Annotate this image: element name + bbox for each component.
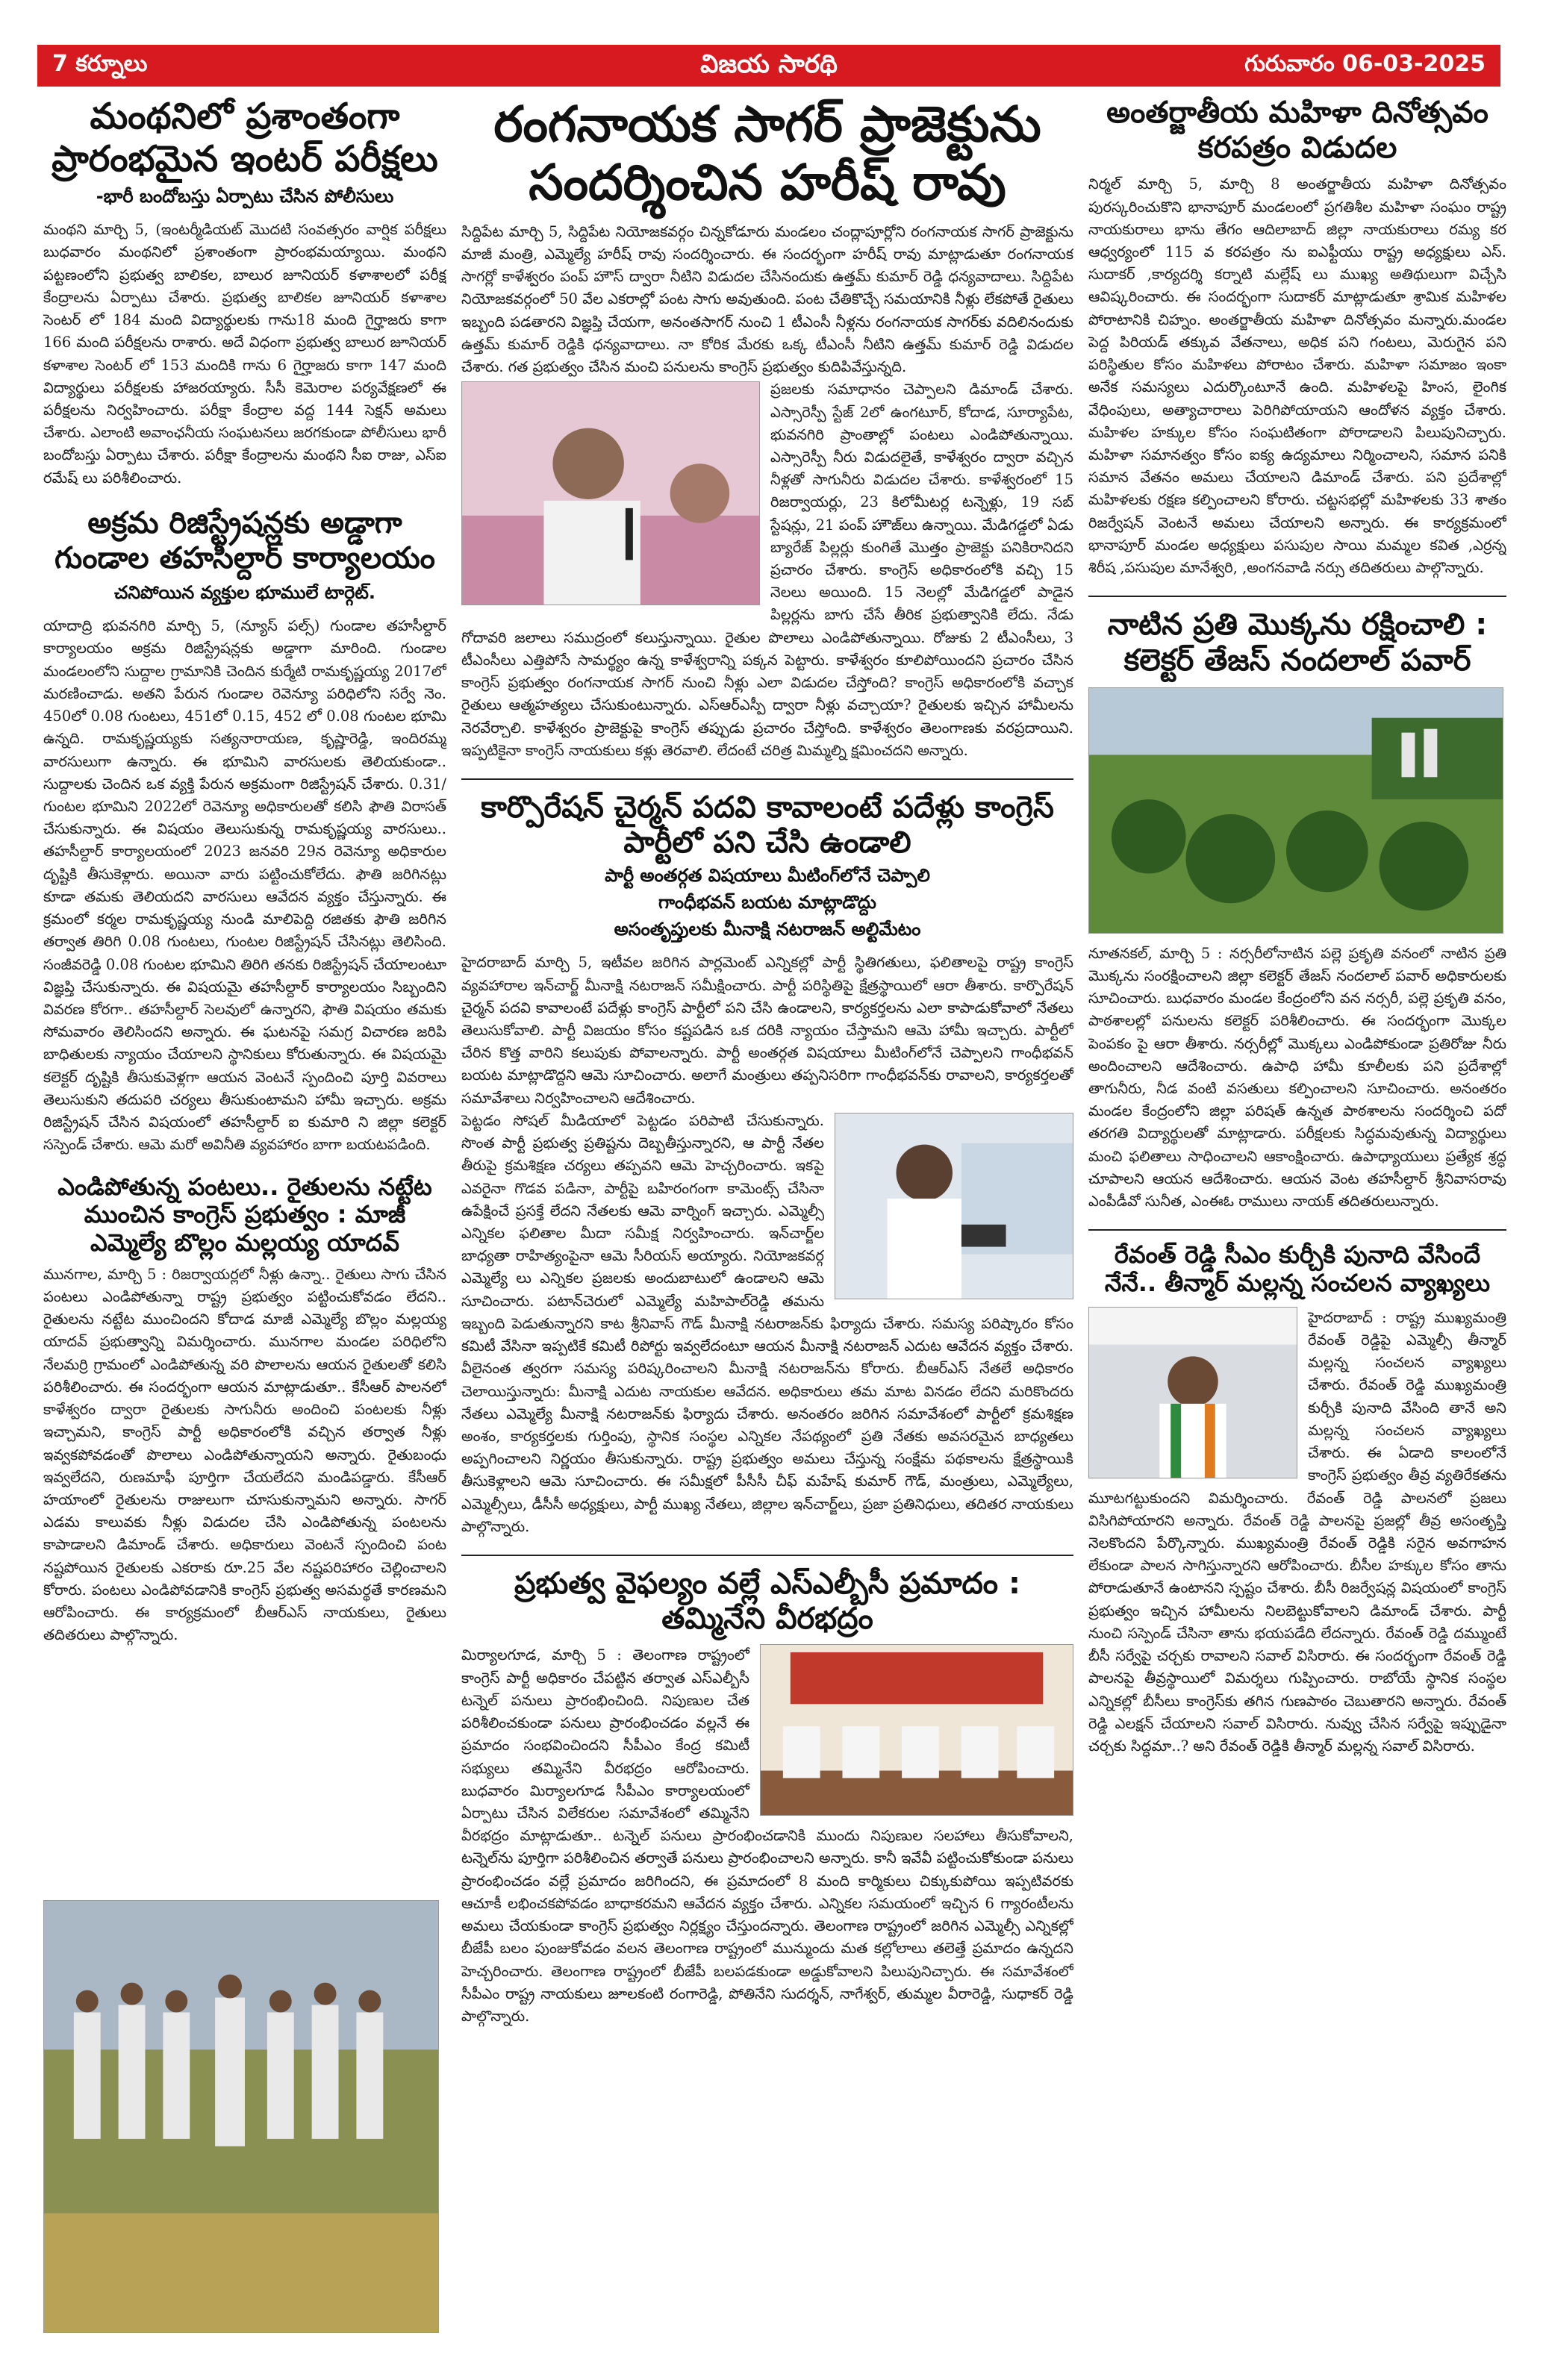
article-body: హైదరాబాద్ మార్చి 5, ఇటీవల జరిగిన పార్లమెంట్ ఎన్నికల్లో పార్టీ స్థితిగతులు, ఫలితాలపై రాష్ట్ర కాంగ్రెస్ వ్యవహారాల ఇన్‌చార్జ్ మీనాక్షి నటరాజన్ సమీక్షించారు. పార్టీ పరిస్థితిపై క్షేత్రస్థాయిలో ఆరా తీశారు. కార్పొరేషన్ చైర్మన్ పదవి కావాలంటే పదేళ్లు కాంగ్రెస్ పార్టీలో పని చేసి ఉండాలని, కార్యకర్తలను ఎలా కాపాడుకోవాలో నేతలు తెలుసుకోవాలి. పార్టీ విజయం కోసం కష్టపడిన ఒక దరికి న్యాయం చేస్తామని ఆమె హామీ ఇచ్చారు. పార్టీలో చేరిన కొత్త వారిని కలుపుకు పోవాలన్నారు. పార్టీ అంతర్గత విషయాలు మీటింగ్‌లోనే చెప్పాలని గాంధీభవన్ బయట మాట్లాడొద్దని ఆమె సూచించారు. అలాగే మంత్రులు తప్పనిసరిగా గాంధీభవన్‌కు రావాలని, కార్యకర్తలతో సమావేశాలు నిర్వహించాలని ఆదేశించారు. [461, 954, 1073, 1107]
middle-column [461, 96, 1073, 2334]
headline: ఎండిపోతున్న పంటలు.. రైతులను నట్టేట ముంచిన కాంగ్రెస్ ప్రభుత్వం : మాజీ ఎమ్మెల్యే బొల్లం మల్లయ్య యాదవ్ [57, 1172, 432, 1257]
nursery-photo [1088, 687, 1503, 934]
crop-field-photo [43, 1900, 439, 2333]
meenakshi-natarajan-photo [835, 1113, 1073, 1299]
article-body: నూతనకల్, మార్చి 5 : నర్సరీలోనాటిన పల్లె ప్రకృతి వనంలో నాటిన ప్రతి మొక్కను సంరక్షించాలని జిల్లా కలెక్టర్ తేజస్ నందలాల్ పవార్ అధికారులకు సూచించారు. బుధవారం మండల కేంద్రంలోని వన నర్సరీ, పల్లె ప్రకృతి వనం, పాఠశాలల్లో పనులను కలెక్టర్ పరిశీలించారు. ఈ సందర్భంగా మొక్కల పెంపకం పై ఆరా తీశారు. నర్సరీల్లో మొక్కలు ఎండిపోకుండా ప్రతిరోజు నీరు అందించాలని ఆదేశించారు. ఉపాధి హామీ కూలీలకు పని ప్రదేశాల్లో తాగునీరు, నీడ వంటి వసతులు కల్పించాలని సూచించారు. అనంతరం మండల కేంద్రంలోని జిల్లా పరిషత్ ఉన్నత పాఠశాలను సందర్శించి పదో తరగతి విద్యార్థులతో మాట్లాడారు. పరీక్షలకు సిద్ధమవుతున్న విద్యార్థులు మంచి ఫలితాలు సాధించాలని ఆకాంక్షించారు. ఉపాధ్యాయులు ప్రత్యేక శ్రద్ధ చూపాలని ఆయన ఆదేశించారు. ఆయన వెంట తహసీల్దార్ శ్రీనివాసరావు ఎంపీడీవో సునీత, ఎంఈఓ రాములు నాయక్ తదితరులున్నారు. [1088, 944, 1506, 1211]
headline: అక్రమ రిజిస్ట్రేషన్లకు అడ్డాగా గుండాల తహసీల్దార్ కార్యాలయం [54, 505, 435, 576]
issue-date: గురువారం 06-03-2025 [1244, 51, 1486, 77]
right-column [1088, 96, 1506, 2334]
subheadline-3: అసంతృప్తులకు మీనాక్షి నటరాజన్ అల్టిమేటం [614, 919, 921, 940]
headline: ప్రభుత్వ వైఫల్యం వల్లే ఎస్ఎల్బీసీ ప్రమాదం : తమ్మినేని వీరభద్రం [514, 1567, 1020, 1637]
subheadline-1: పార్టీ అంతర్గత విషయాలు మీటింగ్‌లోనే చెప్పాలి [605, 865, 930, 887]
divider [1088, 1229, 1506, 1231]
article-collector-saplings [1088, 608, 1506, 1213]
divider [461, 778, 1073, 780]
article-body: మంథని మార్చి 5, (ఇంటర్మీడియట్ మొదటి సంవత్సరం వార్షిక పరీక్షలు బుధవారం మంథనిలో ప్రశాంతంగా ప్రారంభమయ్యాయి. మంథని పట్టణంలోని ప్రభుత్వ బాలికల, బాలుర జూనియర్ కళాశాలలో పరీక్ష కేంద్రాలను ఏర్పాటు చేశారు. ప్రభుత్వ బాలికల జూనియర్ కళాశాల సెంటర్ లో 184 మంది విద్యార్థులకు గాను18 మంది గైర్హాజరు కాగా 166 మంది పరీక్షలను రాశారు. అదే విధంగా ప్రభుత్వ బాలుర జూనియర్ కళాశాల సెంటర్ లో 153 మందికి గాను 6 గైర్హాజరు కాగా 147 మంది విద్యార్థులు పరీక్షలకు హాజరయ్యారు. సీసీ కెమెరాల పర్యవేక్షణలో ఈ పరీక్షలను నిర్వహించారు. పరీక్షా కేంద్రాల వద్ద 144 సెక్షన్ అమలు చేశారు. ఎలాంటి అవాంఛనీయ సంఘటనలు జరగకుండా పోలీసులు భారీ బందోబస్తు ఏర్పాటు చేశారు. పరీక్షా కేంద్రాలను మంథని సీఐ రాజు, ఎస్ఐ రమేష్ లు పరిశీలించారు. [43, 221, 446, 487]
headline: నాటిన ప్రతి మొక్కను రక్షించాలి : కలెక్టర్ తేజస్ నందలాల్ పవార్ [1107, 608, 1488, 678]
article-inter-exams [43, 96, 446, 490]
article-corporation-chairman [461, 790, 1073, 1538]
article-body-continued: పెట్టడం సోషల్ మీడియాలో పెట్టడం పరిపాటి చేసుకున్నారు. సొంత పార్టీ ప్రభుత్వ ప్రతిష్టను దెబ్బతీస్తున్నారని, ఆ పార్టీ నేతల తీరుపై క్రమశిక్షణ చర్యలు తప్పవని ఆమె హెచ్చరించారు. ఇకపై ఎవరైనా గొడవ పడినా, పార్టీపై బహిరంగంగా కామెంట్స్ చేసినా ఉపేక్షించే ప్రసక్తే లేదని నేతలకు ఆమె వార్నింగ్ ఇచ్చారు. ఎమ్మెల్సీ ఎన్నికల ఫలితాల మీదా సమీక్ష నిర్వహించారు. ఇన్‌చార్జ్‌ల బాధ్యతా రాహిత్యంపైనా ఆమె సీరియస్ అయ్యారు. నియోజకవర్గ ఎమ్మెల్యే లు ఎన్నికల ప్రజలకు అందుబాటులో ఉండాలని ఆమె సూచించారు. పటాన్‌చెరులో ఎమ్మెల్యే మహిపాల్‌రెడ్డి తమను ఇబ్బంది పెడుతున్నారని కాట శ్రీనివాస్ గౌడ్ మీనాక్షి నటరాజన్‌కు ఫిర్యాదు చేశారు. సమస్య పరిష్కారం కోసం కమిటీ వేసినా ఇప్పటికే కమిటీ రిపోర్టు ఇవ్వలేదంటూ ఆయన మీనాక్షి నటరాజన్ ఎదుట ఆవేదన వ్యక్తం చేశారు. వీలైనంత త్వరగా సమస్య పరిష్కరించాలని మీనాక్షి నటరాజన్‌ను కోరారు. బీఆర్ఎస్ నేతలే అధికారం చెలాయిస్తున్నారు: మీనాక్షి ఎదుట నాయకుల ఆవేదన. అధికారులు తమ మాట వినడం లేదని మరికొందరు నేతలు ఎమ్మెల్యే మీనాక్షి నటరాజన్‌కు ఫిర్యాదు చేశారు. అనంతరం జరిగిన సమావేశంలో పార్టీలో క్రమశిక్షణ అంశం, కార్యకర్తలకు గుర్తింపు, స్థానిక సంస్థల ఎన్నికల నేపథ్యంలో ప్రతి నేతకు అవసరమైన బాధ్యతలు అప్పగించాలని నిర్ణయం తీసుకున్నారు. రాష్ట్ర ప్రభుత్వం అమలు చేస్తున్న సంక్షేమ పథకాలను క్షేత్రస్థాయికి తీసుకెళ్లాలని ఆమె సూచించారు. ఈ సమీక్షలో పీసీసీ చీఫ్ మహేష్ కుమార్ గౌడ్, మంత్రులు, ఎమ్మెల్యేలు, ఎమ్మెల్సీలు, డీసీసీ అధ్యక్షులు, పార్టీ ముఖ్య నేతలు, జిల్లాల ఇన్‌చార్జ్‌లు, ప్రజా ప్రతినిధులు, తదితర నాయకులు పాల్గొన్నారు. [461, 1111, 1073, 1535]
article-slbc-accident [461, 1567, 1073, 2028]
subheadline: -భారీ బందోబస్తు ఏర్పాటు చేసిన పోలీసులు [96, 186, 394, 207]
lead-headline: రంగనాయక సాగర్ ప్రాజెక్టును సందర్శించిన హరీష్ రావు [493, 96, 1041, 211]
headline: కార్పొరేషన్ చైర్మన్ పదవి కావాలంటే పదేళ్లు కాంగ్రెస్ పార్టీలో పని చేసి ఉండాలి [481, 790, 1054, 861]
article-body: సిద్దిపేట మార్చి 5, సిద్దిపేట నియోజకవర్గం చిన్నకోడూరు మండలం చంద్లాపూర్లోని రంగనాయక సాగర్ ప్రాజెక్టును మాజీ మంత్రి, ఎమ్మెల్యే హరీష్ రావు సందర్శించారు. ఈ సందర్భంగా హరీష్ రావు మాట్లాడుతూ రంగనాయక సాగర్లో కాళేశ్వరం పంప్ హౌస్ ద్వారా నీటిని విడుదల చేసినందుకు ఉత్తమ్ కుమార్ రెడ్డి ధన్యవాదాలు. సిద్దిపేట నియోజకవర్గంలో 50 వేల ఎకరాల్లో పంట సాగు అవుతుంది. పంట చేతికొచ్చే సమయానికి నీళ్లు లేకపోతే రైతులు ఇబ్బంది పడతారని విజ్ఞప్తి చేయగా, అనంతసాగర్ నుంచి 1 టీఎంసీ నీళ్లను రంగనాయక సాగర్‌కు వదిలినందుకు ఉత్తమ్ కుమార్ రెడ్డికి ధన్యవాదాలు. నా కోరిక మేరకు ఒక్క టీఎంసీ నీటిని ఉత్తమ్ కుమార్ రెడ్డి విడుదల చేశారు. గత ప్రభుత్వం చేసిన మంచి పనులను కాంగ్రెస్ ప్రభుత్వం కుదిపివేస్తున్నది. [461, 222, 1073, 376]
article-body: మిర్యాలగూడ, మార్చి 5 : తెలంగాణ రాష్ట్రంలో కాంగ్రెస్ పార్టీ అధికారం చేపట్టిన తర్వాత ఎస్ఎల్బీసీ టన్నెల్ పనులు ప్రారంభించింది. నిపుణుల చేత పరిశీలించకుండా పనులు ప్రారంభించడం వల్లనే ఈ ప్రమాదం సంభవించిందని సీపీఎం కేంద్ర కమిటీ సభ్యులు తమ్మినేని వీరభద్రం ఆరోపించారు. బుధవారం మిర్యాలగూడ సీపీఎం కార్యాలయంలో ఏర్పాటు చేసిన విలేకరుల సమావేశంలో తమ్మినేని వీరభద్రం మాట్లాడుతూ.. టన్నెల్ పనులు ప్రారంభించడానికి ముందు నిపుణుల సలహాలు తీసుకోవాలని, టన్నెల్‌ను పూర్తిగా పరిశీలించిన తర్వాతే పనులు ప్రారంభించాలని అన్నారు. కానీ ఇవేవీ పట్టించుకోకుండా పనులు ప్రారంభించడం వల్లే ప్రమాదం జరిగిందని, ఈ ప్రమాదంలో 8 మంది కార్మికులు చిక్కుకుపోయి ఇప్పటివరకు ఆచూకీ లభించకపోవడం బాధాకరమని ఆవేదన వ్యక్తం చేశారు. ఎన్నికల సమయంలో ఇచ్చిన 6 గ్యారంటీలను అమలు చేయకుండా కాంగ్రెస్ ప్రభుత్వం నిర్లక్ష్యం చేస్తుందన్నారు. తెలంగాణ రాష్ట్రంలో జరిగిన ఎమ్మెల్సీ ఎన్నికల్లో బీజేపీ బలం పుంజుకోవడం వలన తెలంగాణ రాష్ట్రంలో మున్ముందు మత కల్లోలాలు తలెత్తే ప్రమాదం ఉన్నదని హెచ్చరించారు. తెలంగాణ రాష్ట్రంలో బీజేపీ బలపడకుండా అడ్డుకోవాలని పిలుపునిచ్చారు. ఈ సమావేశంలో సీపీఎం రాష్ట్ర నాయకులు జూలకంటి రంగారెడ్డి, పోతినేని సుదర్శన్, నాగేశ్వర్, తుమ్మల వీరారెడ్డి, సుధాకర్ రెడ్డి పాల్గొన్నారు. [461, 1646, 1073, 2025]
mallanna-photo [1088, 1307, 1297, 1478]
article-ranganayaka-sagar [461, 96, 1073, 762]
article-body: నిర్మల్ మార్చి 5, మార్చి 8 అంతర్జాతీయ మహిళా దినోత్సవం పురస్కరించుకొని భానాపూర్ మండలంలో ప్రగతిశీల మహిళా సంఘం రాష్ట్ర నాయకురాలు భాను తేగం ఆదిలాబాద్ జిల్లా నాయకురాలు రమ్య కర ఆధ్వర్యంలో 115 వ కరపత్రం ను ఐఎఫ్టీయు రాష్ట్ర అధ్యక్షులు ఎస్. సుదాకర్ ,కార్యదర్శి కర్నాటి మల్లేష్ లు ముఖ్య అతిథులుగా విచ్చేసి ఆవిష్కరించారు. ఈ సందర్భంగా సుదాకర్ మాట్లాడుతూ శ్రామిక మహిళల పోరాటానికి చిహ్నం. అంతర్జాతీయ మహిళా దినోత్సవం మన్నారు.మండల పెద్ద పిరియడ్ తక్కువ వేతనాలు, అధిక పని గంటలు, మెరుగైన పని పరిస్థితుల కోసం మహిళలు పోరాటం చేశారు. మహిళా సమాజం ఇంకా అనేక సమస్యలు ఎదుర్కొంటూనే ఉంది. మహిళలపై హింస, లైంగిక వేధింపులు, అత్యాచారాలు పెరిగిపోయాయని ఆందోళన వ్యక్తం చేశారు. మహిళల హక్కుల కోసం సంఘటితంగా పోరాడాలని పిలుపునిచ్చారు. మహిళా సమానత్వం కోసం ఐక్య ఉద్యమాలు నిర్మించాలని, సమాన పనికి సమాన వేతనం అమలు చేయాలని డిమాండ్ చేశారు. పని ప్రదేశాల్లో మహిళలకు రక్షణ కల్పించాలని కోరారు. చట్టసభల్లో మహిళలకు 33 శాతం రిజర్వేషన్ వెంటనే అమలు చేయాలని అన్నారు. ఈ కార్యక్రమంలో భానాపూర్ మండల అధ్యక్షులు పసుపుల సాయి మమ్మల కవిత ,ఎర్రన్న శిరీష ,పసుపుల మానేశ్వరి, ,అంగనవాడి నర్సు తదితరులు పాల్గొన్నారు. [1088, 175, 1506, 577]
article-body: మునగాల, మార్చి 5 : రిజర్వాయర్లలో నీళ్లు ఉన్నా.. రైతులు సాగు చేసిన పంటలు ఎండిపోతున్నా రాష్ట్ర ప్రభుత్వం పట్టించుకోవడం లేదని.. రైతులను నట్టేట ముంచిందని కోదాడ మాజీ ఎమ్మెల్యే బొల్లం మల్లయ్య యాదవ్ ప్రభుత్వాన్ని విమర్శించారు. మునగాల మండల పరిధిలోని నేలమర్రి గ్రామంలో ఎండిపోతున్న వరి పొలాలను ఆయన రైతులతో కలిసి పరిశీలించారు. ఈ సందర్భంగా ఆయన మాట్లాడుతూ.. కేసీఆర్ పాలనలో కాళేశ్వరం ద్వారా రైతులకు సాగునీరు అందించి పంటలకు నీళ్లు ఇచ్చామని, కాంగ్రెస్ పార్టీ అధికారంలోకి వచ్చిన తర్వాత నీళ్లు ఇవ్వకపోవడంతో పొలాలు ఎండిపోతున్నాయని అన్నారు. రైతుబంధు ఇవ్వలేదని, రుణమాఫీ పూర్తిగా చేయలేదని మండిపడ్డారు. కేసీఆర్ హయాంలో రైతులను రాజులుగా చూసుకున్నామని అన్నారు. సాగర్ ఎడమ కాలువకు నీళ్లు విడుదల చేసి ఎండిపోతున్న పంటలను కాపాడాలని డిమాండ్ చేశారు. అధికారులు వెంటనే స్పందించి పంట నష్టపోయిన రైతులకు ఎకరాకు రూ.25 వేల నష్టపరిహారం చెల్లించాలని కోరారు. పంటలు ఎండిపోవడానికి కాంగ్రెస్ ప్రభుత్వ అసమర్థతే కారణమని ఆరోపించారు. ఈ కార్యక్రమంలో బీఆర్ఎస్ నాయకులు, రైతులు తదితరులు పాల్గొన్నారు. [43, 1265, 446, 1644]
divider [1088, 596, 1506, 597]
article-body: హైదరాబాద్ : రాష్ట్ర ముఖ్యమంత్రి రేవంత్ రెడ్డిపై ఎమ్మెల్సీ తీన్మార్ మల్లన్న సంచలన వ్యాఖ్యలు చేశారు. రేవంత్ రెడ్డి ముఖ్యమంత్రి కుర్చీకి పునాది వేసింది తానే అని మల్లన్న సంచలన వ్యాఖ్యలు చేశారు. ఈ ఏడాది కాలంలోనే కాంగ్రెస్ ప్రభుత్వం తీవ్ర వ్యతిరేకతను మూటగట్టుకుందని విమర్శించారు. రేవంత్ రెడ్డి పాలనలో ప్రజలు విసిగిపోయారని అన్నారు. రేవంత్ రెడ్డి పాలనపై ప్రజల్లో తీవ్ర అసంతృప్తి నెలకొందని పేర్కొన్నారు. ముఖ్యమంత్రి రేవంత్ రెడ్డికి సరైన అవగాహన లేకుండా పాలన సాగిస్తున్నారని ఆరోపించారు. బీసీల హక్కుల కోసం తాను పోరాడుతూనే ఉంటానని స్పష్టం చేశారు. బీసీ రిజర్వేషన్ల విషయంలో కాంగ్రెస్ ప్రభుత్వం ఇచ్చిన హామీలను నిలబెట్టుకోవాలని డిమాండ్ చేశారు. పార్టీ నుంచి సస్పెండ్ చేసినా తాను భయపడేది లేదన్నారు. రేవంత్ రెడ్డి దమ్ముంటే బీసీ సర్వేపై చర్చకు రావాలని సవాల్ విసిరారు. ఈ సందర్భంగా రేవంత్ రెడ్డి పాలనపై తీవ్రస్థాయిలో విమర్శలు గుప్పించారు. రాబోయే స్థానిక సంస్థల ఎన్నికల్లో బీసీలు కాంగ్రెస్‌కు తగిన గుణపాఠం చెబుతారని అన్నారు. రేవంత్ రెడ్డి ఎలక్షన్ చేయాలని సవాల్ విసిరారు. నువ్వు చేసిన సర్వేపై ఇప్పుడైనా చర్చకు సిద్ధమా..? అని రేవంత్ రెడ్డికి తీన్మార్ మల్లన్న సవాల్ విసిరారు. [1088, 1308, 1506, 1755]
headline: మంథనిలో ప్రశాంతంగా ప్రారంభమైన ఇంటర్ పరీక్షలు [52, 96, 438, 180]
newspaper-name: విజయ సారథి [700, 49, 838, 79]
press-meet-photo [760, 1644, 1073, 1816]
harish-rao-photo [461, 381, 760, 605]
masthead-bar [37, 45, 1500, 87]
article-body-continued: ప్రజలకు సమాధానం చెప్పాలని డిమాండ్ చేశారు. ఎస్సారెస్పీ స్టేజ్ 2లో ఉంగటూర్, కోదాడ, సూర్యాపేట, భువనగిరి ప్రాంతాల్లో పంటలు ఎండిపోతున్నాయి. ఎస్సారెస్పీ నీరు విడుదలైతే, కాళేశ్వరం ద్వారా వచ్చిన నీళ్లతో సాగునీరు విడుదల చేశారు. కాళేశ్వరంలో 15 రిజర్వాయర్లు, 23 కిలోమీటర్ల టన్నెళ్లు, 19 సబ్ స్టేషన్లు, 21 పంప్ హౌజ్‌లు ఉన్నాయి. మేడిగడ్డలో ఏడు బ్యారేజ్ పిల్లర్లు కుంగితే మొత్తం ప్రాజెక్టు పనికిరానిదని ప్రచారం చేశారు. కాంగ్రెస్ అధికారంలోకి వచ్చి 15 నెలలు అయింది. 15 నెలల్లో మేడిగడ్డలో పాడైన పిల్లర్లను బాగు చేసే తీరిక ప్రభుత్వానికి లేదు. నేడు గోదావరి జలాలు సముద్రంలో కలుస్తున్నాయి. రైతుల పొలాలు ఎండిపోతున్నాయి. రోజుకు 2 టీఎంసీలు, 3 టీఎంసీలు ఎత్తిపోసే సామర్థ్యం ఉన్న కాళేశ్వరాన్ని పక్కన పెట్టారు. కాళేశ్వరం కూలిపోయిందని ప్రచారం చేసిన కాంగ్రెస్ ప్రభుత్వం రంగనాయక సాగర్ నుంచి నీళ్లు ఎలా విడుదల చేస్తోంది? కాంగ్రెస్ అధికారంలోకి వచ్చాక రైతులు ఆత్మహత్యలు చేసుకుంటున్నారు. ఎస్ఆర్ఎస్పీ ద్వారా నీళ్లు వచ్చాయా? రైతులకు ఇచ్చిన హామీలను నెరవేర్చాలి. కాళేశ్వరం ప్రాజెక్టుపై కాంగ్రెస్ తప్పుడు ప్రచారం చేస్తోంది. కాళేశ్వరం తెలంగాణకు వరప్రదాయిని. ఇప్పటికైనా కాంగ్రెస్ నాయకులు కళ్లు తెరవాలి. లేదంటే చరిత్ర మిమ్మల్ని క్షమించదని అన్నారు. [461, 381, 1073, 759]
article-drying-crops [43, 1173, 446, 1647]
article-body: యాదాద్రి భువనగిరి మార్చి 5, (న్యూస్ పల్స్) గుండాల తహసీల్దార్ కార్యాలయం అక్రమ రిజిస్ట్రేషన్లకు అడ్డాగా మారింది. గుండాల మండలంలోని సుద్దాల గ్రామానికి చెందిన కుర్మేటి రామకృష్ణయ్య 2017లో మరణించాడు. అతని పేరున గుండాల రెవెన్యూ పరిధిలోని సర్వే నెం. 450లో 0.08 గుంటలు, 451లో 0.15, 452 లో 0.08 గుంటల భూమి ఉన్నది. రామకృష్ణయ్యకు సత్యనారాయణ, కృష్ణారెడ్డి, ఇందిరమ్మ వారసులుగా ఉన్నారు. ఈ భూమిని వారసులకు తెలియకుండా.. సుద్దాలకు చెందిన ఒక వ్యక్తి పేరున అక్రమంగా రిజిస్ట్రేషన్ చేశారు. 0.31/గుంటల భూమిని 2022లో రెవెన్యూ అధికారులతో కలిసి ఫౌతి విరాసత్ చేసుకున్నారు. ఈ విషయం తెలుసుకున్న రామకృష్ణయ్య వారసులు.. తహసీల్దార్ కార్యాలయంలో 2023 జనవరి 29న రెవెన్యూ అధికారుల దృష్టికి తీసుకెళ్లారు. అయినా వారు పట్టించుకోలేదు. ఫౌతి జరిగినట్లు కూడా తమకు తెలియదని వారసులు ఆవేదన వ్యక్తం చేస్తున్నారు. ఈ క్రమంలో కర్మల రామకృష్ణయ్య నుండి మాలిపెద్ది రజితకు ఫౌతి జరిగిన తర్వాత తిరిగి 0.08 గుంటలు, గుంటల రిజిస్ట్రేషన్ చేసినట్లు తెలిసింది. సంజీవరెడ్డి 0.08 గుంటల భూమిని తిరిగి తనకు రిజిస్ట్రేషన్ చేయాలంటూ విజ్ఞప్తి చేసుకున్నారు. ఈ విషయమై తహసీల్దార్ కార్యాలయం సిబ్బందిని వివరణ కోరగా.. తహసీల్దార్ సెలవులో ఉన్నారని, ఫౌతి విషయం తమకు సోమవారం తెలిసిందని అన్నారు. ఈ ఘటనపై సమగ్ర విచారణ జరిపి బాధితులకు న్యాయం చేయాలని స్థానికులు కోరుతున్నారు. ఈ విషయమై కలెక్టర్ దృష్టికి తీసుకువెళ్లగా ఆయన వెంటనే స్పందించి పూర్తి వివరాలు తెలుసుకుని తదుపరి చర్యలు తీసుకుంటామని హామీ ఇచ్చారు. అక్రమ రిజిస్ట్రేషన్ చేసిన విషయంలో తహసీల్దార్ ఐ కుమారి ని జిల్లా కలెక్టర్ సస్పెండ్ చేశారు. ఆమె మరో అవినీతి వ్యవహారం బాగా బయటపడింది. [43, 617, 446, 1154]
article-illegal-registrations [43, 506, 446, 1157]
subheadline-2: గాంధీభవన్ బయట మాట్లాడొద్దు [658, 892, 876, 913]
divider [461, 1555, 1073, 1556]
subheadline: చనిపోయిన వ్యక్తుల భూములే టార్గెట్. [113, 582, 376, 604]
article-teenmar-mallanna [1088, 1241, 1506, 1758]
article-womens-day [1088, 96, 1506, 579]
page-number: 7 కర్నూలు [52, 51, 148, 77]
left-column [43, 96, 446, 2334]
headline: రేవంత్ రెడ్డి సీఎం కుర్చీకి పునాది వేసిందే నేనే.. తీన్మార్ మల్లన్న సంచలన వ్యాఖ్యలు [1104, 1240, 1491, 1298]
headline: అంతర్జాతీయ మహిళా దినోత్సవం కరపత్రం విడుదల [1106, 96, 1489, 166]
